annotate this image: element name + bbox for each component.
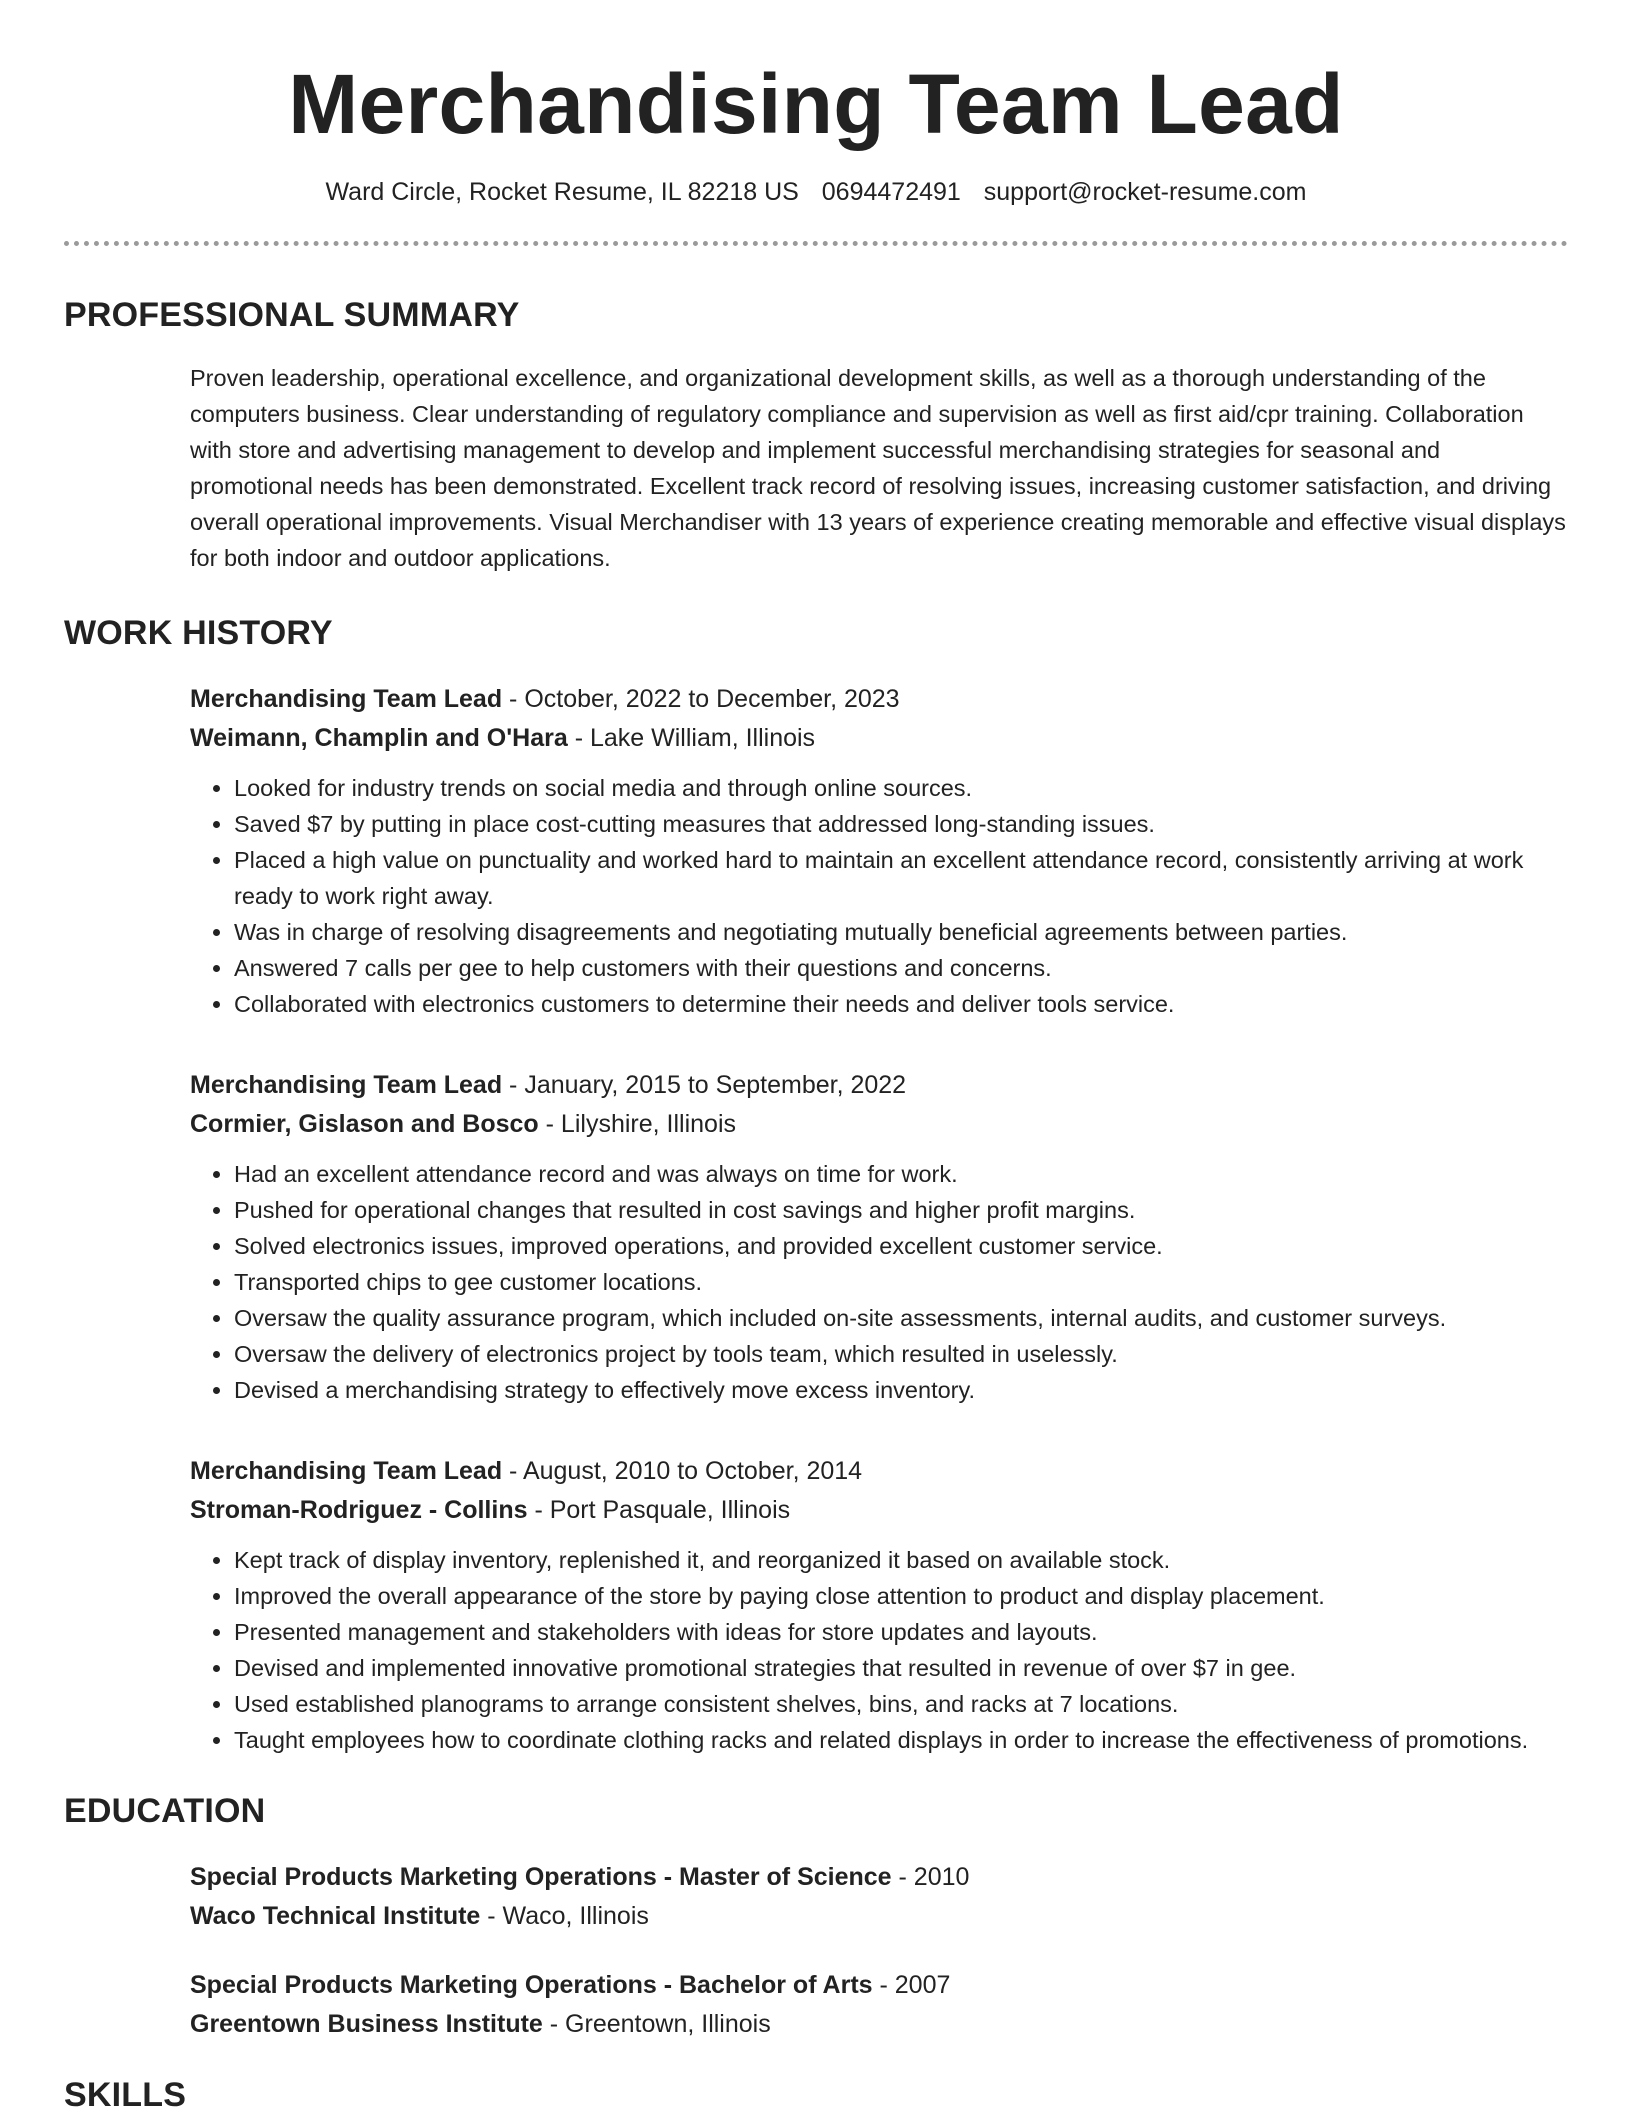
job-bullet: • Devised a merchandising strategy to effectively move excess inventory. [234,1372,1568,1408]
job-dates: - August, 2010 to October, 2014 [502,1457,863,1485]
job-entry [190,1452,1568,1758]
job-entry [190,680,1568,1022]
job-dates: - October, 2022 to December, 2023 [502,685,900,713]
education-school-line [190,1897,1568,1936]
education-year: - 2007 [872,1971,951,1999]
job-role: Merchandising Team Lead [190,685,503,713]
job-bullet: • Devised and implemented innovative promotional strategies that resulted in revenue of over $7 in gee. [234,1650,1568,1686]
job-bullet: • Oversaw the quality assurance program, which included on-site assessments, internal audits, and customer surveys. [234,1300,1568,1336]
job-role-line [190,1452,1568,1491]
section-title-work-history: WORK HISTORY [64,614,333,652]
job-dates: - January, 2015 to September, 2022 [502,1071,907,1099]
job-role: Merchandising Team Lead [190,1457,503,1485]
job-bullet: • Collaborated with electronics customers to determine their needs and deliver tools service. [234,986,1568,1022]
education-school: Greentown Business Institute [190,2010,543,2038]
education-entry [190,1858,1568,1936]
job-bullet: • Presented management and stakeholders with ideas for store updates and layouts. [234,1614,1568,1650]
job-location: - Lilyshire, Illinois [538,1110,736,1138]
section-title-skills: SKILLS [64,2076,187,2114]
job-company-line [190,719,1568,758]
section-title-education: EDUCATION [64,1792,266,1830]
contact-address: Ward Circle, Rocket Resume, IL 82218 US [325,178,799,206]
job-bullets [190,1542,1568,1758]
education-entry [190,1966,1568,2044]
job-company: Weimann, Champlin and O'Hara [190,724,568,752]
contact-line [64,180,1568,205]
job-bullet: • Looked for industry trends on social media and through online sources. [234,770,1568,806]
education-degree: Special Products Marketing Operations - Master of Science [190,1863,892,1891]
job-entry [190,1066,1568,1408]
contact-email: support@rocket-resume.com [983,178,1307,206]
education-school: Waco Technical Institute [190,1902,481,1930]
job-bullet: • Placed a high value on punctuality and worked hard to maintain an excellent attendance record, consistently arriving at work ready to work right away. [234,842,1568,914]
job-bullet: • Used established planograms to arrange consistent shelves, bins, and racks at 7 locations. [234,1686,1568,1722]
job-bullets [190,770,1568,1022]
education-degree-line [190,1966,1568,2005]
resume-page [64,0,1568,2112]
job-company-line [190,1105,1568,1144]
education-location: - Waco, Illinois [480,1902,649,1930]
job-bullet: • Kept track of display inventory, replenished it, and reorganized it based on available stock. [234,1542,1568,1578]
job-bullet: • Oversaw the delivery of electronics project by tools team, which resulted in uselessly. [234,1336,1568,1372]
job-bullet: • Improved the overall appearance of the store by paying close attention to product and display placement. [234,1578,1568,1614]
job-role-line [190,1066,1568,1105]
job-company-line [190,1491,1568,1530]
job-bullet: • Transported chips to gee customer locations. [234,1264,1568,1300]
job-role: Merchandising Team Lead [190,1071,503,1099]
job-bullet: • Was in charge of resolving disagreements and negotiating mutually beneficial agreements between parties. [234,914,1568,950]
job-bullet: • Taught employees how to coordinate clothing racks and related displays in order to increase the effectiveness of promotions. [234,1722,1568,1758]
job-bullets [190,1156,1568,1408]
education-location: - Greentown, Illinois [542,2010,771,2038]
section-title-summary: PROFESSIONAL SUMMARY [64,296,520,334]
job-bullet: • Had an excellent attendance record and was always on time for work. [234,1156,1568,1192]
job-company: Cormier, Gislason and Bosco [190,1110,539,1138]
header-divider [64,241,1568,246]
education-year: - 2010 [891,1863,970,1891]
job-role-line [190,680,1568,719]
job-bullet: • Solved electronics issues, improved operations, and provided excellent customer service. [234,1228,1568,1264]
education-school-line [190,2005,1568,2044]
job-bullet: • Pushed for operational changes that resulted in cost savings and higher profit margins. [234,1192,1568,1228]
resume-name: Merchandising Team Lead [288,57,1344,151]
contact-phone: 0694472491 [821,178,961,206]
job-location: - Port Pasquale, Illinois [527,1496,791,1524]
job-company: Stroman-Rodriguez - Collins [190,1496,528,1524]
job-bullet: • Saved $7 by putting in place cost-cutting measures that addressed long-standing issues. [234,806,1568,842]
education-degree: Special Products Marketing Operations - Bachelor of Arts [190,1971,873,1999]
education-degree-line [190,1858,1568,1897]
job-bullet: • Answered 7 calls per gee to help customers with their questions and concerns. [234,950,1568,986]
summary-text: Proven leadership, operational excellence, and organizational development skills, as well as a thorough understanding of the computers business. Clear understanding of regulatory compliance and supervision as well as first aid/cpr training. Collaboration with store and advertising management to develop and implement successful merchandising strategies for seasonal and promotional needs has been demonstrated. Excellent track record of resolving issues, increasing customer satisfaction, and driving overall operational improvements. Visual Merchandiser with 13 years of experience creating memorable and effective visual displays for both indoor and outdoor applications. [190,365,1566,571]
job-location: - Lake William, Illinois [567,724,816,752]
